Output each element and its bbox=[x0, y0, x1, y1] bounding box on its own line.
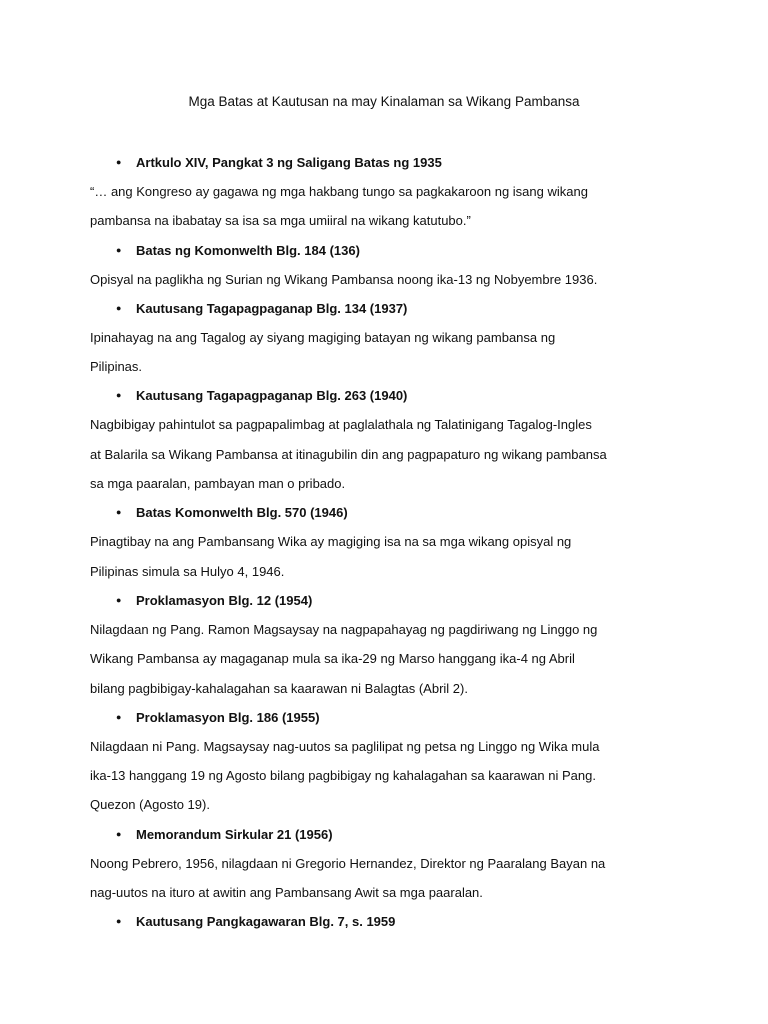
law-entry bbox=[90, 294, 710, 382]
law-heading-text: Kautusang Tagapagpaganap Blg. 263 (1940) bbox=[136, 388, 408, 404]
bullet-icon: ● bbox=[116, 916, 122, 927]
law-description-line: “… ang Kongreso ay gagawa ng mga hakbang tungo sa pagkakaroon ng isang wikang bbox=[90, 184, 588, 199]
law-heading bbox=[90, 820, 710, 849]
law-heading-text: Kautusang Tagapagpaganap Blg. 134 (1937) bbox=[136, 300, 408, 316]
law-description-line: sa mga paaralan, pambayan man o pribado. bbox=[90, 476, 346, 492]
law-entry bbox=[90, 820, 710, 908]
law-heading bbox=[90, 381, 710, 410]
law-entry bbox=[90, 703, 710, 820]
law-description-line: ika-13 hanggang 19 ng Agosto bilang pagbibigay ng kahalagahan sa kaarawan ni Pang. bbox=[90, 768, 596, 784]
law-heading-text: Kautusang Pangkagawaran Blg. 7, s. 1959 bbox=[136, 914, 396, 930]
law-heading bbox=[90, 703, 710, 732]
law-description-line: Pinagtibay na ang Pambansang Wika ay magiging isa na sa mga wikang opisyal ng bbox=[90, 534, 572, 550]
law-entry bbox=[90, 236, 710, 294]
law-entry bbox=[90, 381, 710, 498]
document-title: Mga Batas at Kautusan na may Kinalaman sa Wikang Pambansa bbox=[188, 94, 580, 109]
bullet-icon: ● bbox=[116, 594, 122, 605]
law-description-line: Nagbibigay pahintulot sa pagpapalimbag at paglalathala ng Talatinigang Tagalog-Ingles bbox=[90, 417, 592, 433]
law-description-line: bilang pagbibigay-kahalagahan sa kaarawan ni Balagtas (Abril 2). bbox=[90, 680, 468, 696]
law-heading-text: Batas Komonwelth Blg. 570 (1946) bbox=[136, 505, 348, 521]
law-description-line: Nilagdaan ng Pang. Ramon Magsaysay na nagpapahayag ng pagdiriwang ng Linggo ng bbox=[90, 621, 598, 637]
law-description-line: Pilipinas. bbox=[90, 359, 143, 375]
law-heading bbox=[90, 236, 710, 265]
law-entry bbox=[90, 498, 710, 586]
law-heading-text: Proklamasyon Blg. 186 (1955) bbox=[136, 709, 320, 725]
law-entry bbox=[90, 148, 710, 236]
law-heading bbox=[90, 907, 710, 936]
law-heading-text: Proklamasyon Blg. 12 (1954) bbox=[136, 592, 313, 608]
law-entry bbox=[90, 907, 710, 936]
law-description-line: nag-uutos na ituro at awitin ang Pambansang Awit sa mga paaralan. bbox=[90, 885, 483, 901]
bullet-icon: ● bbox=[116, 244, 122, 255]
bullet-icon: ● bbox=[116, 828, 122, 839]
bullet-icon: ● bbox=[116, 507, 122, 518]
law-description-line: Pilipinas simula sa Hulyo 4, 1946. bbox=[90, 563, 285, 579]
law-description-line: Ipinahayag na ang Tagalog ay siyang magiging batayan ng wikang pambansa ng bbox=[90, 329, 556, 345]
law-heading-text: Memorandum Sirkular 21 (1956) bbox=[136, 826, 333, 842]
bullet-icon: ● bbox=[116, 302, 122, 313]
law-list bbox=[90, 148, 710, 936]
law-entry bbox=[90, 586, 710, 703]
law-description-line: Opisyal na paglikha ng Surian ng Wikang Pambansa noong ika-13 ng Nobyembre 1936. bbox=[90, 271, 598, 287]
law-heading bbox=[90, 294, 710, 323]
law-heading bbox=[90, 586, 710, 615]
law-description-line: Noong Pebrero, 1956, nilagdaan ni Gregorio Hernandez, Direktor ng Paaralang Bayan na bbox=[90, 855, 606, 871]
law-heading bbox=[90, 148, 710, 177]
bullet-icon: ● bbox=[116, 157, 122, 167]
law-description-line: pambansa na ibabatay sa isa sa mga umiiral na wikang katutubo.” bbox=[90, 213, 471, 229]
law-description-line: Nilagdaan ni Pang. Magsaysay nag-uutos sa paglilipat ng petsa ng Linggo ng Wika mula bbox=[90, 738, 600, 754]
law-heading bbox=[90, 498, 710, 527]
bullet-icon: ● bbox=[116, 390, 122, 401]
law-description-line: at Balarila sa Wikang Pambansa at itinagubilin din ang pagpapaturo ng wikang pambansa bbox=[90, 446, 607, 462]
law-description-line: Wikang Pambansa ay magaganap mula sa ika-29 ng Marso hanggang ika-4 ng Abril bbox=[90, 651, 575, 667]
bullet-icon: ● bbox=[116, 711, 122, 722]
law-heading-text: Artkulo XIV, Pangkat 3 ng Saligang Batas ng 1935 bbox=[136, 155, 442, 170]
law-description-line: Quezon (Agosto 19). bbox=[90, 797, 210, 813]
law-heading-text: Batas ng Komonwelth Blg. 184 (136) bbox=[136, 242, 360, 258]
